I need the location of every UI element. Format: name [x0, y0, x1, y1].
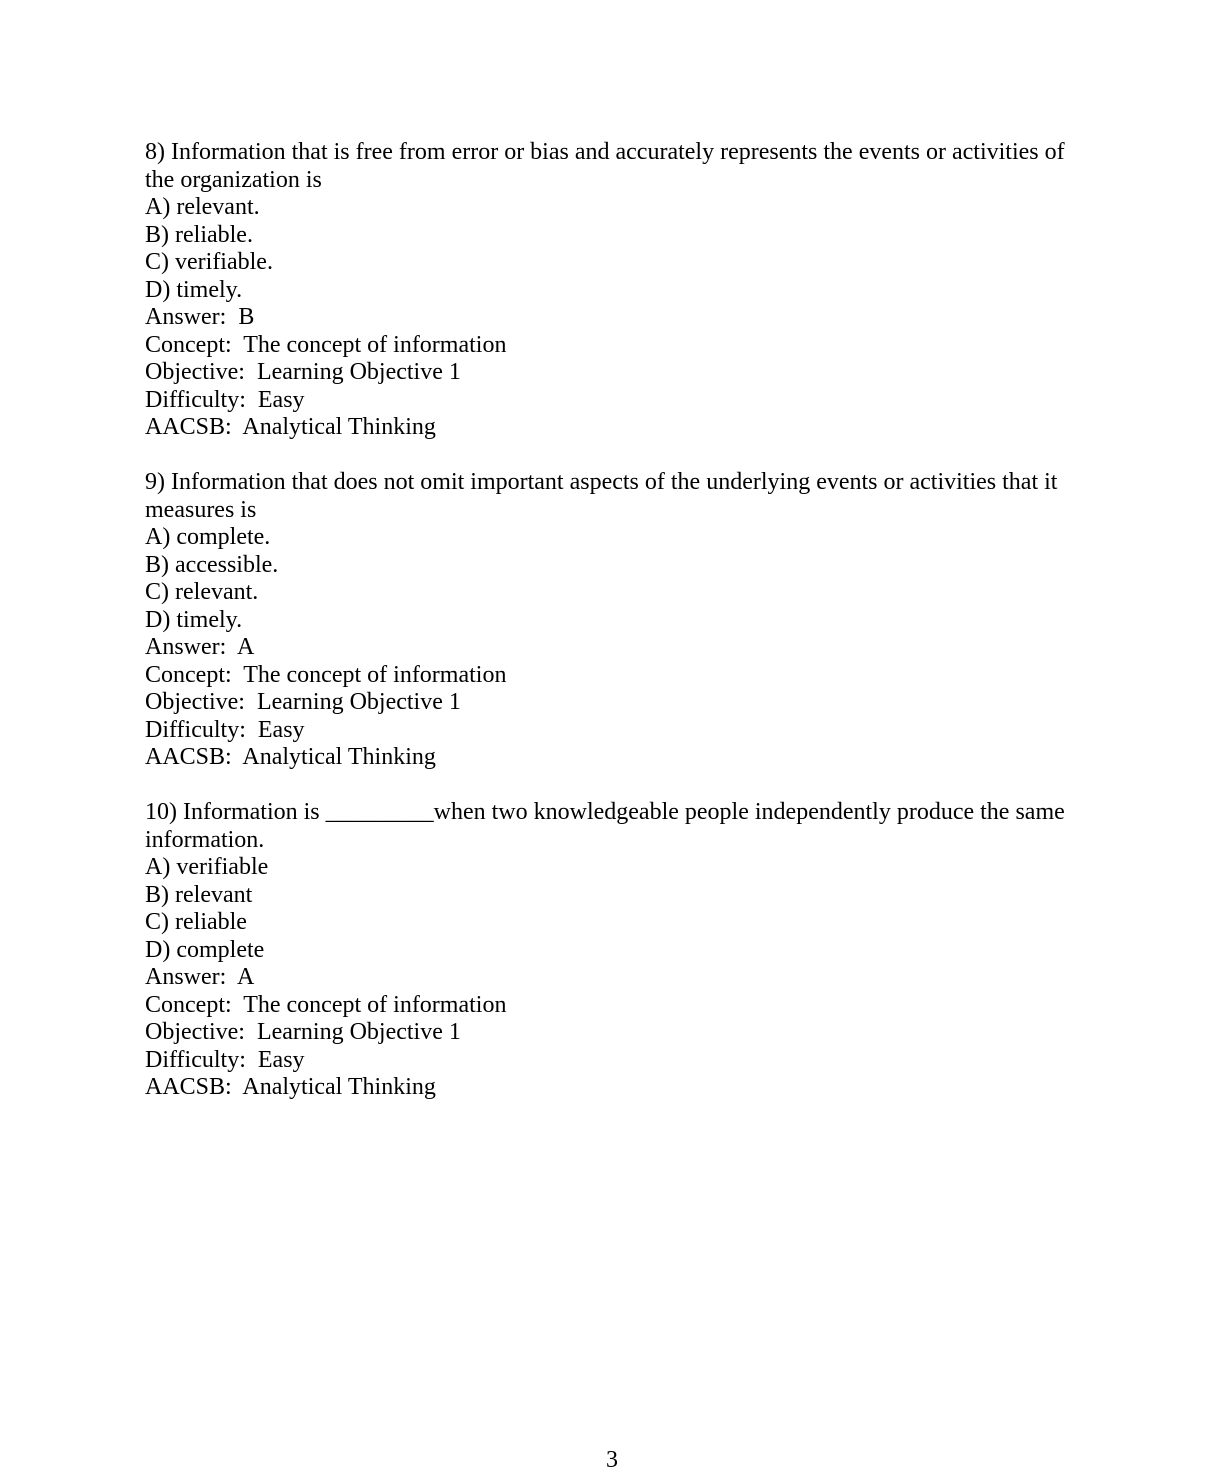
- question-9-aacsb: AACSB: Analytical Thinking: [145, 744, 436, 770]
- question-10-choice-a: A) verifiable: [145, 854, 269, 880]
- question-8-answer: Answer: B: [145, 304, 255, 330]
- question-9-objective: Objective: Learning Objective 1: [145, 689, 461, 715]
- question-8-difficulty: Difficulty: Easy: [145, 386, 305, 413]
- question-8-choice-b: B) reliable.: [145, 221, 253, 248]
- question-9-difficulty: Difficulty: Easy: [145, 716, 305, 743]
- question-8-stem: 8) Information that is free from error or bias and accurately represents the events or activities of the organization is: [145, 139, 1071, 193]
- page-content: [145, 139, 1081, 1129]
- question-9-answer: Answer: A: [145, 634, 255, 660]
- question-8-choice-a: A) relevant.: [145, 194, 260, 220]
- page-number: 3: [606, 1447, 618, 1473]
- question-8-objective: Objective: Learning Objective 1: [145, 359, 461, 385]
- question-10-choice-c: C) reliable: [145, 909, 247, 935]
- question-10: [145, 799, 1081, 1102]
- question-9-choice-d: D) timely.: [145, 606, 243, 633]
- question-10-choice-d: D) complete: [145, 936, 265, 963]
- question-10-difficulty: Difficulty: Easy: [145, 1046, 305, 1073]
- question-8-choice-d: D) timely.: [145, 276, 243, 303]
- question-10-objective: Objective: Learning Objective 1: [145, 1019, 461, 1045]
- question-10-answer: Answer: A: [145, 964, 255, 990]
- question-9-choice-b: B) accessible.: [145, 551, 279, 578]
- question-9-concept: Concept: The concept of information: [145, 661, 507, 688]
- question-10-concept: Concept: The concept of information: [145, 991, 507, 1018]
- question-9-stem: 9) Information that does not omit important aspects of the underlying events or activities that it measures is: [145, 469, 1064, 523]
- question-8-concept: Concept: The concept of information: [145, 331, 507, 358]
- question-8: [145, 139, 1081, 442]
- question-9: [145, 469, 1081, 772]
- question-9-choice-a: A) complete.: [145, 524, 271, 550]
- question-10-choice-b: B) relevant: [145, 881, 253, 908]
- question-8-aacsb: AACSB: Analytical Thinking: [145, 414, 436, 440]
- question-8-choice-c: C) verifiable.: [145, 249, 273, 275]
- question-10-aacsb: AACSB: Analytical Thinking: [145, 1074, 436, 1100]
- question-10-stem: 10) Information is _________when two knowledgeable people independently produce the same information.: [145, 799, 1071, 853]
- question-9-choice-c: C) relevant.: [145, 579, 259, 605]
